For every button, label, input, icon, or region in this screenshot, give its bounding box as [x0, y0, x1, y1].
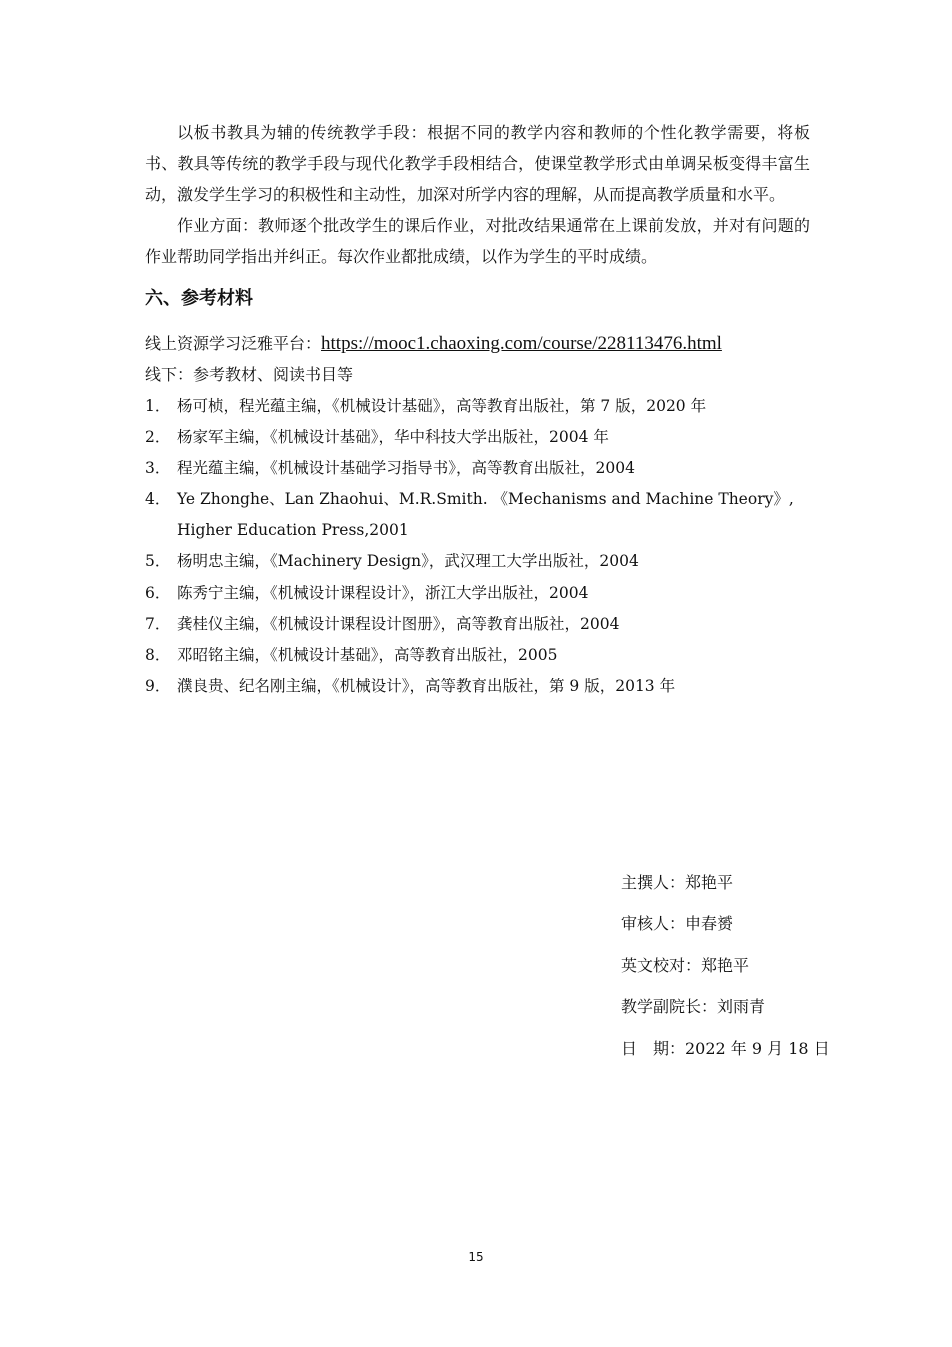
vice-dean-line: 教学副院长：刘雨青: [621, 997, 766, 1016]
author-line: 主撰人：郑艳平: [621, 873, 734, 892]
reviewer-line: 审核人：申春赟: [621, 914, 734, 933]
reference-number: 6．: [145, 584, 171, 602]
reference-text: 杨家军主编，《机械设计基础》，华中科技大学出版社，2004 年: [177, 428, 609, 446]
reference-number: 5．: [145, 552, 171, 570]
reference-number: 2．: [145, 428, 171, 446]
reference-item: [145, 546, 815, 577]
reference-text: 邓昭铭主编，《机械设计基础》，高等教育出版社，2005: [177, 646, 558, 664]
section-heading: 六、参考材料: [145, 288, 253, 309]
reference-text: 杨可桢，程光蕴主编，《机械设计基础》，高等教育出版社，第 7 版，2020 年: [177, 397, 707, 415]
reference-number: 4．: [145, 490, 171, 508]
reference-number: 1．: [145, 397, 171, 415]
reference-item: [145, 671, 815, 702]
page-number: 15: [468, 1250, 484, 1264]
paragraph-homework: 作业方面：教师逐个批改学生的课后作业，对批改结果通常在上课前发放，并对有问题的作业帮助同学指出并纠正。每次作业都批成绩，以作为学生的平时成绩。: [145, 216, 810, 266]
course-link[interactable]: https://mooc1.chaoxing.com/course/228113476.html: [321, 333, 722, 354]
reference-text: 程光蕴主编，《机械设计基础学习指导书》，高等教育出版社，2004: [177, 459, 635, 477]
reference-item: [145, 578, 815, 609]
date-line: 日 期：2022 年 9 月 18 日: [621, 1039, 830, 1058]
reference-item: [145, 453, 815, 484]
online-resource-label: 线上资源学习泛雅平台：: [145, 334, 322, 353]
reference-item: [145, 640, 815, 671]
reference-number: 8．: [145, 646, 171, 664]
online-resource-line: [145, 332, 722, 356]
reference-number: 7．: [145, 615, 171, 633]
reference-item: [145, 422, 815, 453]
reference-text: 濮良贵、纪名刚主编，《机械设计》，高等教育出版社，第 9 版，2013 年: [177, 677, 676, 695]
paragraph-teaching-methods: 以板书教具为辅的传统教学手段：根据不同的教学内容和教师的个性化教学需要，将板书、教具等传统的教学手段与现代化教学手段相结合，使课堂教学形式由单调呆板变得丰富生动，激发学生学习的积极性和主动性，加深对所学内容的理解，从而提高教学质量和水平。: [145, 123, 810, 204]
reference-text: Ye Zhonghe、Lan Zhaohui、M.R.Smith. 《Mechanisms and Machine Theory》, Higher Education Press,2001: [177, 490, 794, 539]
reference-text: 龚桂仪主编，《机械设计课程设计图册》，高等教育出版社，2004: [177, 615, 620, 633]
reference-text: 陈秀宁主编，《机械设计课程设计》，浙江大学出版社，2004: [177, 584, 589, 602]
reference-text: 杨明忠主编，《Machinery Design》，武汉理工大学出版社，2004: [177, 552, 639, 570]
reference-item: [145, 391, 815, 422]
reference-item: [145, 609, 815, 640]
reference-item: [145, 484, 815, 546]
reference-number: 3．: [145, 459, 171, 477]
offline-label: 线下：参考教材、阅读书目等: [145, 365, 354, 384]
reference-number: 9．: [145, 677, 171, 695]
english-proof-line: 英文校对：郑艳平: [621, 956, 750, 975]
